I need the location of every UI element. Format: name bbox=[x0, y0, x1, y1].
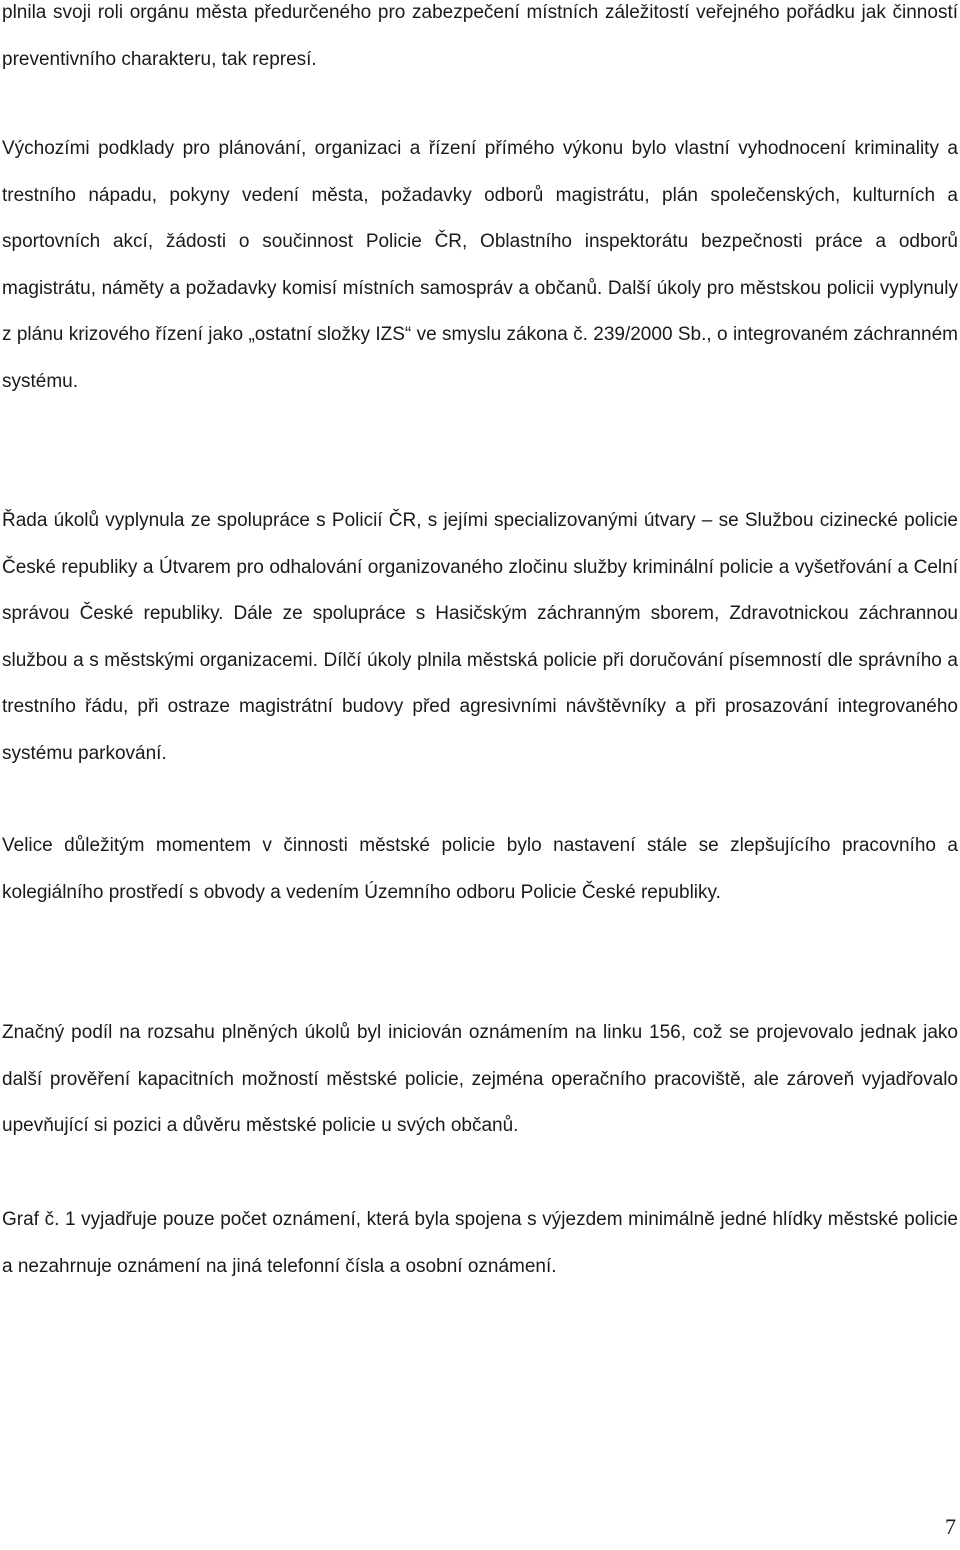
paragraph-4: Velice důležitým momentem v činnosti městské policie bylo nastavení stále se zlepšujícího pracovního a kolegiálního prostředí s obvody a vedením Územního odboru Policie České republiky. bbox=[2, 835, 958, 903]
paragraph-1: plnila svoji roli orgánu města předurčeného pro zabezpečení místních záležitostí veřejného pořádku jak činností preventivního charakteru, tak represí. bbox=[2, 2, 958, 70]
paragraph-3: Řada úkolů vyplynula ze spolupráce s Policií ČR, s jejími specializovanými útvary – se Službou cizinecké policie České republiky a Útvarem pro odhalování organizovaného zločinu služby kriminální policie a vyšetřování a Celní správou České republiky. Dále ze spolupráce s Hasičským záchranným sborem, Zdravotnickou záchrannou službou a s městskými organizacemi. Dílčí úkoly plnila městská policie při doručování písemností dle správního a trestního řádu, při ostraze magistrátní budovy před agresivními návštěvníky a při prosazování integrovaného systému parkování. bbox=[2, 510, 958, 764]
paragraph-2: Výchozími podklady pro plánování, organizaci a řízení přímého výkonu bylo vlastní vyhodnocení kriminality a trestního nápadu, pokyny vedení města, požadavky odborů magistrátu, plán společenských, kulturních a sportovních akcí, žádosti o součinnost Policie ČR, Oblastního inspektorátu bezpečnosti práce a odborů magistrátu, náměty a požadavky komisí místních samospráv a občanů. Další úkoly pro městskou policii vyplynuly z plánu krizového řízení jako „ostatní složky IZS“ ve smyslu zákona č. 239/2000 Sb., o integrovaném záchranném systému. bbox=[2, 138, 958, 392]
page-number: 7 bbox=[945, 1514, 956, 1539]
paragraph-6: Graf č. 1 vyjadřuje pouze počet oznámení, která byla spojena s výjezdem minimálně jedné hlídky městské policie a nezahrnuje oznámení na jiná telefonní čísla a osobní oznámení. bbox=[2, 1209, 958, 1277]
paragraph-5: Značný podíl na rozsahu plněných úkolů byl iniciován oznámením na linku 156, což se projevovalo jednak jako další prověření kapacitních možností městské policie, zejména operačního pracoviště, ale zároveň vyjadřovalo upevňující si pozici a důvěru městské policie u svých občanů. bbox=[2, 1022, 958, 1136]
